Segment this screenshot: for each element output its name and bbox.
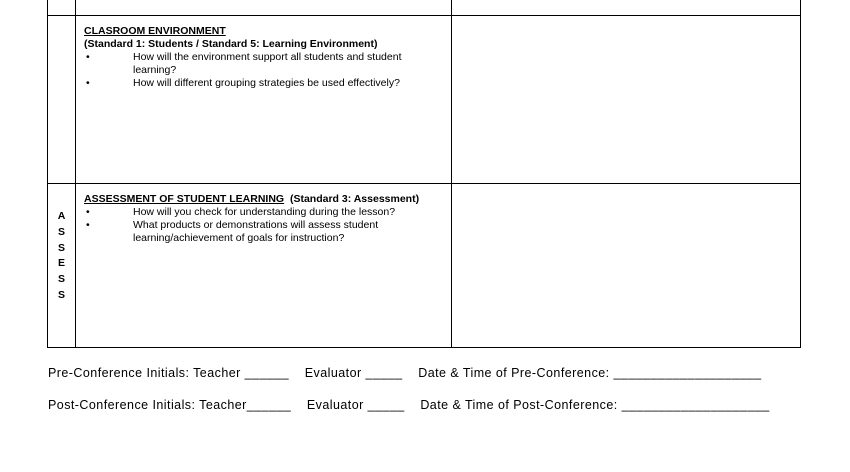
bullet-icon: •: [86, 51, 90, 63]
assessment-response-field[interactable]: [452, 184, 800, 347]
assess-letter: S: [57, 288, 65, 301]
assess-letter: S: [57, 241, 65, 254]
list-item: [84, 51, 444, 77]
assessment-section: [84, 193, 444, 245]
column-divider-sidebar: [75, 0, 76, 347]
bullet-icon: •: [86, 219, 90, 231]
bullet-text: What products or demonstrations will assess student learning/achievement of goals for instruction?: [133, 219, 379, 244]
classroom-environment-section: [84, 25, 444, 90]
assessment-title: ASSESSMENT OF STUDENT LEARNING: [84, 193, 285, 205]
bullet-icon: •: [86, 206, 90, 218]
assess-sidebar-label: [48, 209, 75, 304]
pre-conference-initials-line[interactable]: Pre-Conference Initials: Teacher ______ Evaluator _____ Date & Time of Pre-Conference: ____________________: [48, 366, 762, 380]
assess-letter: S: [57, 225, 65, 238]
post-conference-initials-line[interactable]: Post-Conference Initials: Teacher______ Evaluator _____ Date & Time of Post-Conference: ____________________: [48, 398, 770, 412]
assess-letter: A: [57, 210, 66, 222]
classroom-environment-subtitle: (Standard 1: Students / Standard 5: Learning Environment): [84, 38, 378, 50]
lesson-plan-table: [47, 0, 801, 348]
bullet-text: How will you check for understanding during the lesson?: [133, 206, 396, 218]
bullet-icon: •: [86, 77, 90, 89]
assessment-standard: (Standard 3: Assessment): [284, 193, 420, 205]
assess-letter: S: [57, 273, 65, 286]
assessment-heading: [84, 193, 444, 206]
bullet-text: How will different grouping strategies be used effectively?: [133, 77, 400, 89]
classroom-environment-response-field[interactable]: [452, 16, 800, 183]
list-item: [84, 219, 444, 245]
bullet-text: How will the environment support all students and student learning?: [133, 51, 402, 76]
list-item: [84, 77, 444, 90]
classroom-environment-title: CLASROOM ENVIRONMENT: [84, 25, 226, 37]
assess-letter: E: [57, 257, 65, 270]
list-item: [84, 206, 444, 219]
